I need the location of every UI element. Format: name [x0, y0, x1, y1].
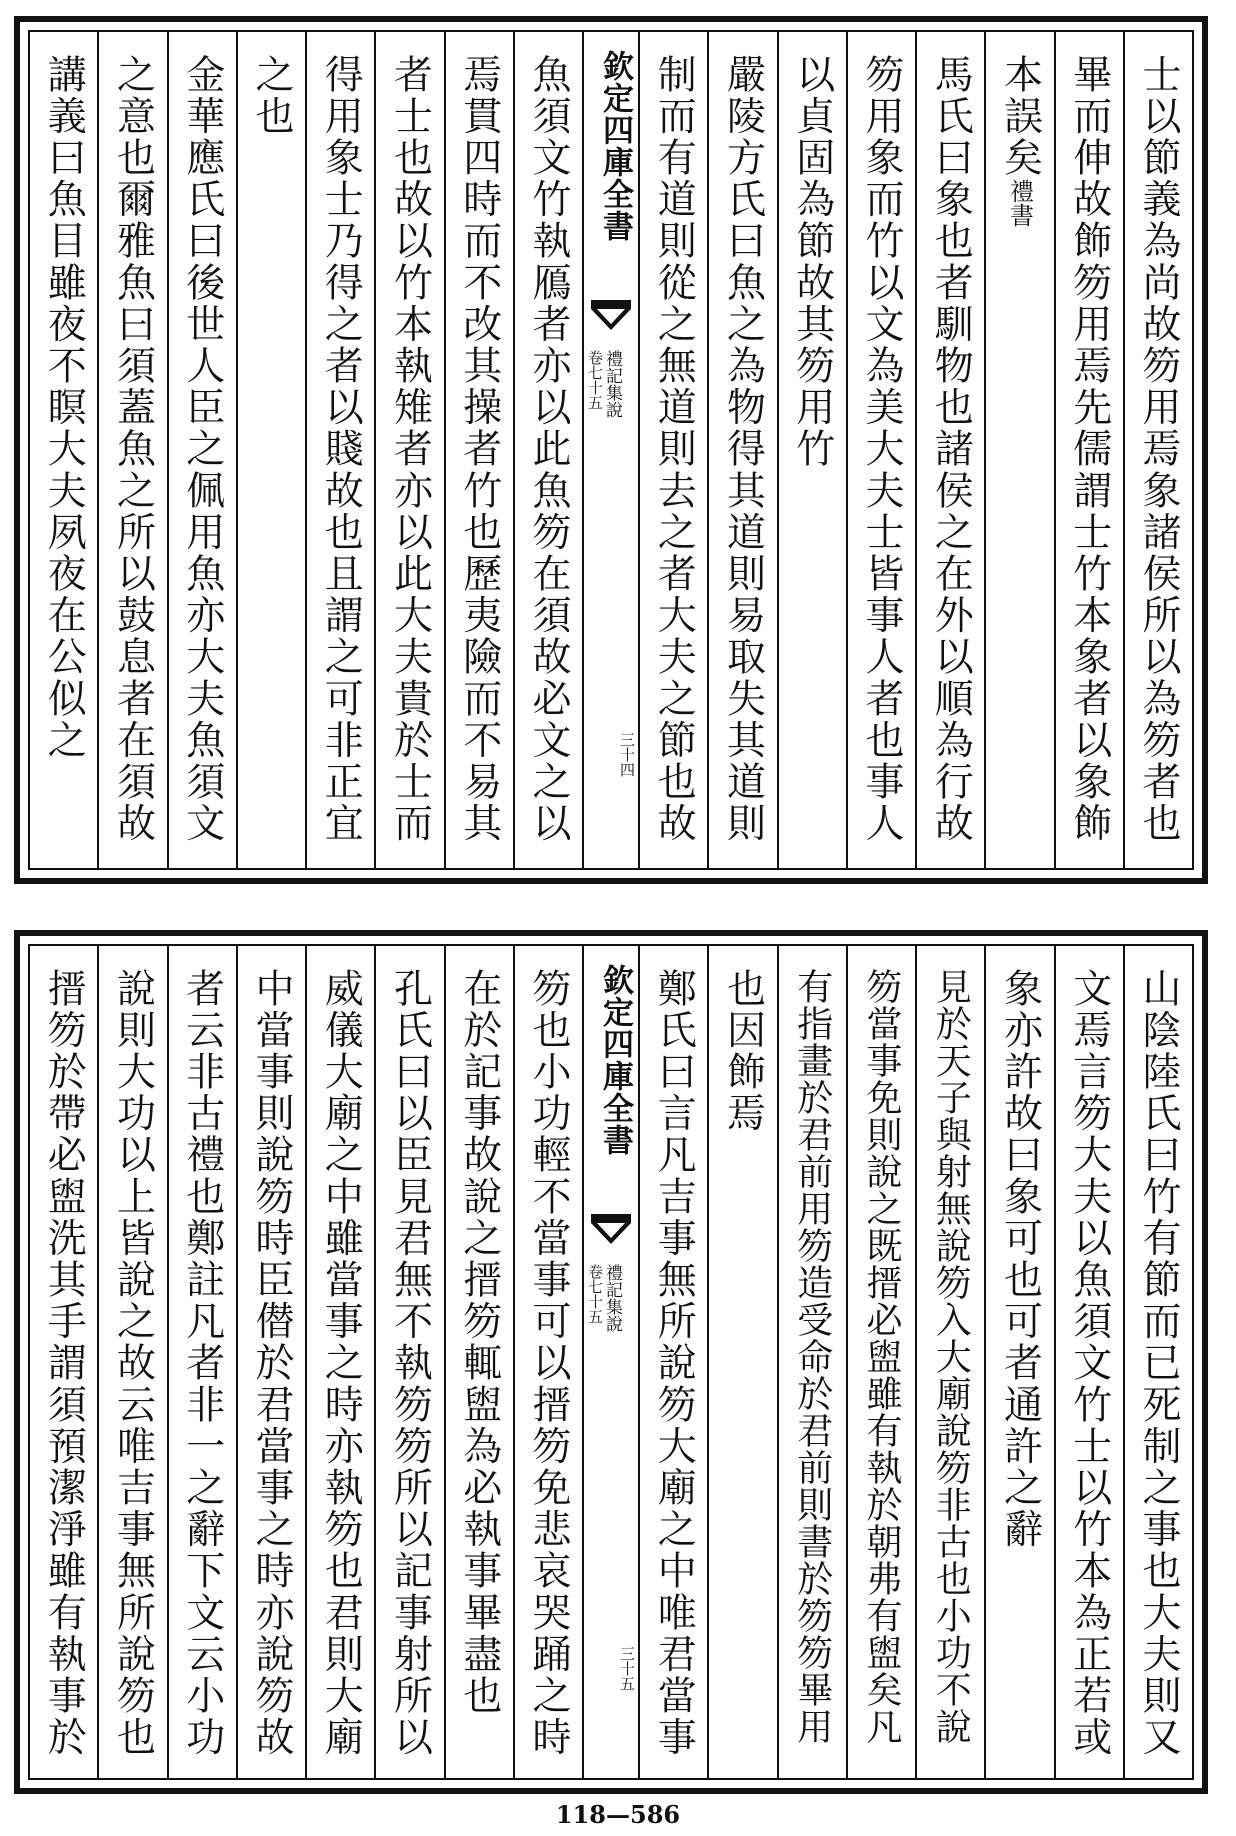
column-text: 笏用象而竹以文為美大夫士皆事人者也事人 [859, 54, 904, 845]
column-text: 中當事則說笏時臣僣於君當事之時亦說笏故 [249, 968, 294, 1759]
column-text: 者云非古禮也鄭註凡者非一之辭下文云小功 [179, 968, 225, 1759]
text-column [707, 32, 776, 868]
text-column [97, 946, 166, 1778]
text-column [30, 946, 97, 1778]
book-title: 欽定四庫全書 [597, 50, 633, 242]
text-column [638, 32, 707, 868]
text-column [97, 32, 166, 868]
text-column [777, 32, 846, 868]
text-column [513, 32, 582, 868]
column-text: 馬氏曰象也者馴物也諸侯之在外以順為行故 [928, 54, 974, 845]
column-text: 有指畫於君前用笏造受命於君前則書於笏笏畢用 [791, 968, 833, 1745]
text-column [846, 946, 915, 1778]
text-column [444, 32, 513, 868]
text-column [915, 32, 984, 868]
book-name: 禮記集說 [602, 1264, 622, 1332]
column-text: 嚴陵方氏曰魚之為物得其道則易取失其道則 [720, 54, 766, 845]
text-column [1054, 946, 1123, 1778]
text-column [167, 946, 236, 1778]
source-note: 禮書 [1005, 178, 1034, 227]
top-page [14, 16, 1208, 884]
text-column [777, 946, 846, 1778]
column-text: 鄭氏曰言凡吉事無所說笏大廟之中唯君當事 [651, 968, 697, 1759]
column-text: 見於天子與射無說笏入大廟說笏非古也小功不說 [930, 968, 972, 1745]
volume-label: 卷七十五 [586, 1264, 604, 1324]
column-text: 焉貫四時而不改其操者竹也歷夷險而不易其 [456, 54, 502, 845]
text-column [374, 32, 443, 868]
column-text: 者士也故以竹本執雉者亦以此大夫貴於士而 [387, 54, 433, 845]
book-name: 禮記集說 [602, 350, 622, 418]
top-page-frame [28, 30, 1194, 870]
column-text: 制而有道則從之無道則去之者大夫之節也故 [651, 54, 697, 845]
column-text: 說則大功以上皆說之故云唯吉事無所說笏也 [110, 968, 156, 1759]
text-column [984, 946, 1053, 1778]
text-column [30, 32, 97, 868]
column-text: 得用象士乃得之者以賤故也且謂之可非正宜 [318, 54, 364, 845]
fish-tail-icon [591, 300, 631, 334]
column-text: 孔氏曰以臣見君無不執笏笏所以記事射所以 [387, 968, 433, 1759]
text-column [707, 946, 776, 1778]
text-column [305, 32, 374, 868]
column-text: 象亦許故曰象可也可者通許之辭 [997, 968, 1043, 1551]
column-text: 文焉言笏大夫以魚須文竹士以竹本為正若或 [1066, 968, 1112, 1759]
column-text: 也因飾焉 [720, 968, 766, 1135]
column-text: 之意也爾雅魚曰須蓋魚之所以鼓息者在須故 [110, 54, 156, 845]
column-text: 山陰陸氏曰竹有節而已死制之事也大夫則又 [1136, 968, 1181, 1759]
text-column [305, 946, 374, 1778]
column-text: 金華應氏曰後世人臣之佩用魚亦大夫魚須文 [179, 54, 225, 845]
bottom-columns [30, 946, 1192, 1778]
column-text: 在於記事故說之搢笏輒盥為必執事畢盡也 [456, 968, 502, 1717]
text-column [984, 32, 1053, 868]
leaf-number: 三十五 [618, 1646, 636, 1691]
text-column [374, 946, 443, 1778]
text-column [1054, 32, 1123, 868]
center-fold [582, 946, 638, 1778]
text-column [513, 946, 582, 1778]
leaf-number: 三十四 [618, 732, 636, 777]
bottom-page [14, 930, 1208, 1794]
text-column [167, 32, 236, 868]
column-text: 士以節義為尚故笏用焉象諸侯所以為笏者也 [1136, 54, 1181, 845]
text-column [846, 32, 915, 868]
text-column [1123, 32, 1192, 868]
column-text: 笏也小功輕不當事可以搢笏免悲哀哭踊之時 [526, 968, 571, 1759]
text-column [236, 32, 305, 868]
column-text: 本誤矣 [997, 54, 1043, 179]
center-fold [582, 32, 638, 868]
text-column [915, 946, 984, 1778]
column-text: 笏當事免則說之既搢必盥雖有執於朝弗有盥矣凡 [861, 968, 902, 1745]
column-text: 魚須文竹執鴈者亦以此魚笏在須故必文之以 [526, 54, 571, 845]
column-text: 講義曰魚目雖夜不瞑大夫夙夜在公似之 [41, 54, 87, 762]
text-column [236, 946, 305, 1778]
bottom-page-frame [28, 944, 1194, 1780]
column-text: 畢而伸故飾笏用焉先儒謂士竹本象者以象飾 [1066, 54, 1112, 845]
page-number: 118—586 [555, 1800, 681, 1829]
fish-tail-icon [591, 1214, 631, 1248]
column-text: 威儀大廟之中雖當事之時亦執笏也君則大廟 [318, 968, 364, 1759]
top-columns [30, 32, 1192, 868]
text-column [1123, 946, 1192, 1778]
text-column [638, 946, 707, 1778]
column-text: 搢笏於帶必盥洗其手謂須預潔淨雖有執事於 [41, 968, 87, 1759]
volume-label: 卷七十五 [586, 350, 604, 410]
text-column [444, 946, 513, 1778]
column-text: 之也 [249, 54, 294, 138]
book-title: 欽定四庫全書 [597, 964, 633, 1156]
column-text: 以貞固為節故其笏用竹 [789, 54, 835, 470]
